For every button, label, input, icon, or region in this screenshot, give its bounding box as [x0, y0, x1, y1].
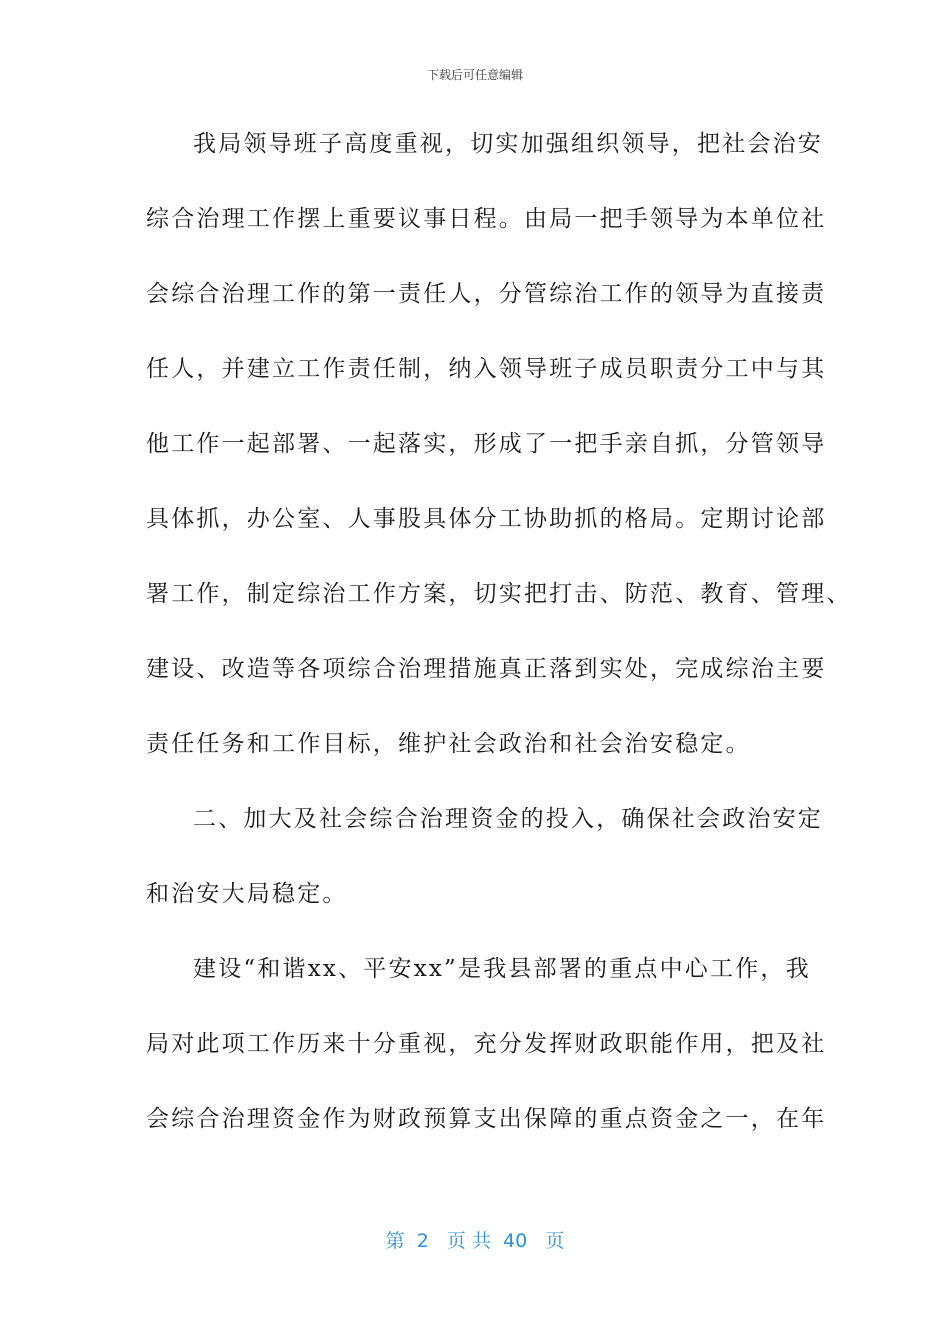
paragraph-line: 任人，并建立工作责任制，纳入领导班子成员职责分工中与其 — [146, 356, 827, 382]
paragraph-line: 局对此项工作历来十分重视，充分发挥财政职能作用，把及社 — [146, 1031, 827, 1057]
section-heading-line: 和治安大局稳定。 — [146, 881, 348, 907]
header-note: 下载后可任意编辑 — [426, 68, 523, 82]
paragraph-line: 署工作，制定综治工作方案，切实把打击、防范、教育、管理、 — [146, 581, 852, 607]
section-heading-line: 二、加大及社会综合治理资金的投入，确保社会政治安定 — [193, 806, 823, 832]
paragraph-line: 我局领导班子高度重视，切实加强组织领导，把社会治安 — [193, 131, 823, 157]
paragraph-line: 责任任务和工作目标，维护社会政治和社会治安稳定。 — [146, 731, 751, 757]
paragraph-line: 他工作一起部署、一起落实，形成了一把手亲自抓，分管领导 — [146, 431, 827, 457]
page-number: 第 2 页 共 40 页 — [385, 1230, 565, 1252]
paragraph-line: 建设、改造等各项综合治理措施真正落到实处，完成综治主要 — [146, 656, 827, 682]
paragraph-line: 建设“和谐xx、平安xx”是我县部署的重点中心工作，我 — [193, 956, 811, 982]
paragraph-line: 具体抓，办公室、人事股具体分工协助抓的格局。定期讨论部 — [146, 506, 827, 532]
paragraph-line: 会综合治理资金作为财政预算支出保障的重点资金之一，在年 — [146, 1106, 827, 1132]
paragraph-line: 会综合治理工作的第一责任人，分管综治工作的领导为直接责 — [146, 281, 827, 307]
paragraph-line: 综合治理工作摆上重要议事日程。由局一把手领导为本单位社 — [146, 206, 827, 232]
